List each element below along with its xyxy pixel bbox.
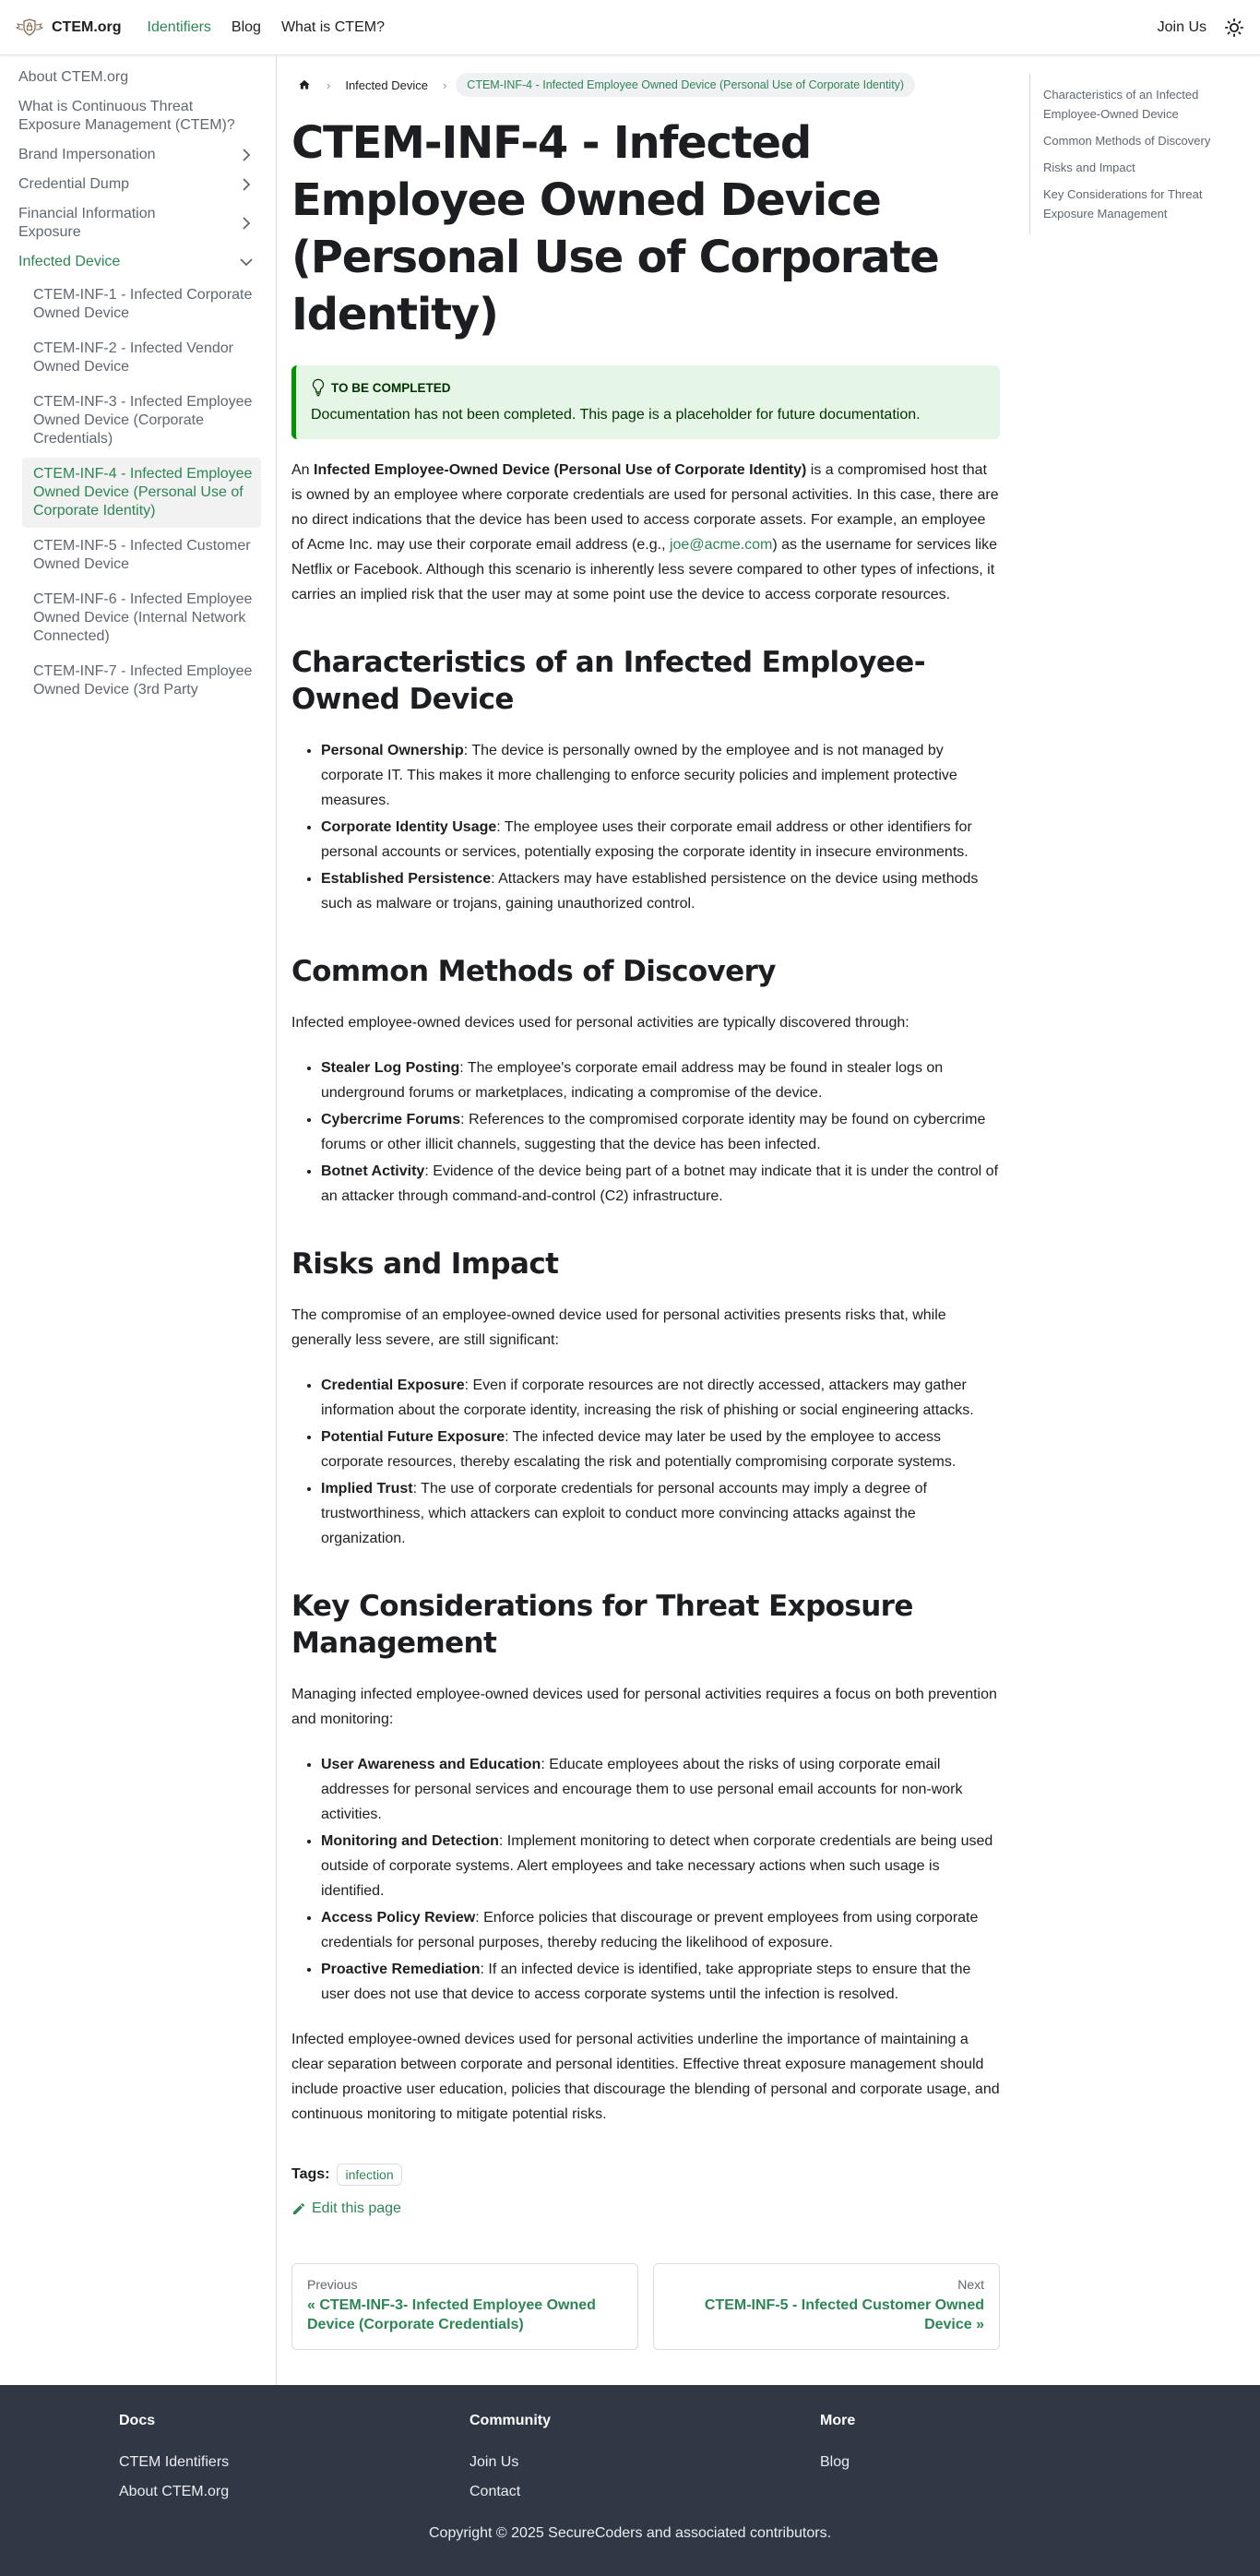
admonition-title: TO BE COMPLETED bbox=[331, 380, 451, 395]
sidebar-item-label: What is Continuous Threat Exposure Management (CTEM)? bbox=[18, 99, 235, 133]
edit-page-link[interactable] bbox=[291, 2200, 1000, 2217]
sidebar-item-ctem-inf-1[interactable]: CTEM-INF-1 - Infected Corporate Owned Device bbox=[33, 287, 253, 321]
sidebar-item-label: Brand Impersonation bbox=[18, 147, 156, 162]
section-heading-characteristics-of-an-infected: Characteristics of an Infected Employee-Owned Device bbox=[291, 646, 925, 716]
list-item-term: Botnet Activity bbox=[321, 1163, 425, 1179]
list-item bbox=[321, 1425, 1000, 1474]
toc-item-risks[interactable]: Risks and Impact bbox=[1043, 161, 1135, 174]
sidebar-item-what-is-ctem[interactable] bbox=[11, 92, 261, 140]
list-item-text: : Enforce policies that discourage or prevent employees from using corporate credentials for personal purposes, thereby reducing the likelihood of exposure. bbox=[321, 1910, 979, 1950]
toc-item-characteristics[interactable]: Characteristics of an Infected Employee-Owned Device bbox=[1043, 88, 1199, 121]
pager-label: CTEM-INF-5 - Infected Customer Owned Device » bbox=[704, 2297, 984, 2332]
brand-title: CTEM.org bbox=[52, 18, 122, 35]
chevron-right-icon[interactable] bbox=[239, 177, 254, 192]
table-of-contents bbox=[1029, 74, 1243, 234]
list-item-term: Cybercrime Forums bbox=[321, 1112, 461, 1127]
sidebar bbox=[0, 55, 277, 2385]
sidebar-item-ctem-inf-3[interactable]: CTEM-INF-3 - Infected Employee Owned Device (Corporate Credentials) bbox=[33, 394, 253, 447]
chevron-right-icon[interactable] bbox=[239, 148, 254, 162]
section-lead: The compromise of an employee-owned device used for personal activities presents risks that, while generally less severe, are still significant: bbox=[291, 1307, 946, 1348]
sidebar-item-brand-impersonation[interactable] bbox=[11, 140, 261, 170]
footer-column-title: Docs bbox=[119, 2413, 156, 2428]
copyright: Copyright © 2025 SecureCoders and associated contributors. bbox=[428, 2525, 832, 2541]
section-heading-common-methods-of-discovery: Common Methods of Discovery bbox=[291, 955, 776, 988]
sidebar-item-ctem-inf-7[interactable]: CTEM-INF-7 - Infected Employee Owned Device (3rd Party bbox=[33, 663, 253, 698]
section-heading-key-considerations-for-threat-: Key Considerations for Threat Exposure Management bbox=[291, 1590, 913, 1660]
section-lead: Infected employee-owned devices used for personal activities are typically discovered through: bbox=[291, 1015, 909, 1031]
intro-text: An bbox=[291, 462, 315, 478]
section-lead: Managing infected employee-owned devices used for personal activities requires a focus on both prevention and monitoring: bbox=[291, 1687, 997, 1727]
sidebar-item-ctem-inf-5[interactable]: CTEM-INF-5 - Infected Customer Owned Device bbox=[33, 538, 251, 572]
sidebar-item-ctem-inf-6[interactable]: CTEM-INF-6 - Infected Employee Owned Device (Internal Network Connected) bbox=[33, 591, 253, 644]
list-item-text: : Evidence of the device being part of a botnet may indicate that it is under the control of an attacker through command-and-control (C2) infrastructure. bbox=[321, 1163, 999, 1204]
doc-pagination bbox=[291, 2263, 1000, 2350]
brand-link[interactable] bbox=[15, 18, 122, 38]
admonition-tip bbox=[291, 365, 1000, 439]
tags-row bbox=[291, 2164, 1000, 2186]
list-item-text: : The employee's corporate email address may be found in stealer logs on underground forums or marketplaces, indicating a compromise of the device. bbox=[321, 1060, 944, 1101]
intro-paragraph bbox=[291, 458, 1000, 607]
breadcrumb-separator-icon: › bbox=[327, 78, 331, 92]
sidebar-item-label: Infected Device bbox=[18, 254, 121, 269]
list-item-term: User Awareness and Education bbox=[321, 1757, 541, 1772]
breadcrumb-infected-device[interactable]: Infected Device bbox=[345, 78, 428, 92]
pager-sublabel: Previous bbox=[307, 2277, 358, 2292]
footer-column-title: Community bbox=[470, 2413, 551, 2428]
shield-lock-logo-icon bbox=[15, 18, 44, 38]
breadcrumb-current: CTEM-INF-4 - Infected Employee Owned Device (Personal Use of Corporate Identity) bbox=[456, 73, 915, 97]
list-item bbox=[321, 1107, 1000, 1157]
section-heading-risks-and-impact: Risks and Impact bbox=[291, 1247, 559, 1281]
breadcrumb bbox=[291, 68, 1000, 101]
list-item-term: Credential Exposure bbox=[321, 1377, 465, 1393]
list-item-term: Potential Future Exposure bbox=[321, 1429, 505, 1445]
list-item bbox=[321, 1476, 1000, 1551]
tag-infection[interactable]: infection bbox=[337, 2164, 401, 2186]
chevron-right-icon[interactable] bbox=[239, 216, 254, 231]
list-item-text: : The infected device may later be used by the employee to access corporate resources, thereby escalating the risk and potentially compromising corporate systems. bbox=[321, 1429, 957, 1470]
nav-link-blog[interactable]: Blog bbox=[231, 18, 261, 35]
list-item bbox=[321, 1373, 1000, 1423]
list-item bbox=[321, 1159, 1000, 1209]
bullet-list bbox=[291, 1752, 1000, 2007]
footer-link-join-us[interactable]: Join Us bbox=[470, 2454, 519, 2470]
sidebar-item-label: Financial Information Exposure bbox=[18, 206, 156, 240]
sidebar-item-label: Credential Dump bbox=[18, 176, 130, 192]
list-item-text: : If an infected device is identified, take appropriate steps to ensure that the user does not use that device to access corporate systems until the infection is resolved. bbox=[321, 1962, 971, 2002]
list-item-term: Corporate Identity Usage bbox=[321, 819, 497, 835]
list-item bbox=[321, 866, 1000, 916]
footer-column-community bbox=[470, 2413, 551, 2510]
footer-column-docs bbox=[119, 2413, 229, 2510]
list-item-text: : Implement monitoring to detect when corporate credentials are being used outside of corporate systems. Alert employees and take necessary actions when such usage is identified. bbox=[321, 1833, 993, 1899]
previous-page-button[interactable] bbox=[291, 2263, 638, 2350]
list-item bbox=[321, 1752, 1000, 1827]
chevron-down-icon[interactable] bbox=[239, 255, 254, 269]
theme-toggle-button[interactable] bbox=[1223, 17, 1245, 39]
navbar bbox=[0, 0, 1260, 55]
sections-container bbox=[291, 644, 1000, 2007]
lightbulb-icon bbox=[311, 378, 326, 397]
footer-column-title: More bbox=[820, 2413, 856, 2428]
nav-link-join-us[interactable]: Join Us bbox=[1157, 18, 1207, 35]
sidebar-item-about[interactable] bbox=[11, 63, 261, 92]
footer-link-contact[interactable]: Contact bbox=[470, 2484, 521, 2499]
list-item-term: Stealer Log Posting bbox=[321, 1060, 460, 1076]
list-item-text: : The use of corporate credentials for personal accounts may imply a degree of trustworthiness, which attackers can exploit to conduct more convincing attacks against the organization. bbox=[321, 1481, 927, 1546]
pager-label: « CTEM-INF-3- Infected Employee Owned Device (Corporate Credentials) bbox=[307, 2297, 596, 2332]
footer-link-blog[interactable]: Blog bbox=[820, 2454, 850, 2470]
breadcrumb-separator-icon: › bbox=[442, 78, 447, 92]
sidebar-item-credential-dump[interactable] bbox=[11, 170, 261, 199]
nav-link-what-is-ctem[interactable]: What is CTEM? bbox=[280, 18, 385, 35]
list-item bbox=[321, 1055, 1000, 1105]
home-icon bbox=[298, 78, 311, 91]
breadcrumb-home[interactable] bbox=[291, 72, 317, 98]
list-item-text: : Even if corporate resources are not directly accessed, attackers may gather information about the corporate identity, increasing the risk of phishing or social engineering attacks. bbox=[321, 1377, 974, 1418]
bullet-list bbox=[291, 1373, 1000, 1551]
list-item bbox=[321, 1905, 1000, 1955]
list-item-term: Access Policy Review bbox=[321, 1910, 476, 1926]
intro-text: is a compromised host that is owned by an employee where corporate credentials are used for personal activities. In this case, there are no direct indications that the device has been used to access corporate assets. For example, an employee of Acme Inc. may use their corporate email address (e.g., bbox=[291, 462, 999, 553]
list-item-text: : The employee uses their corporate email address or other identifiers for personal accounts or services, potentially exposing the corporate identity in insecure environments. bbox=[321, 819, 972, 860]
list-item-term: Personal Ownership bbox=[321, 743, 464, 758]
admonition-body: Documentation has not been completed. This page is a placeholder for future documentation. bbox=[311, 407, 921, 423]
list-item-term: Implied Trust bbox=[321, 1481, 413, 1497]
list-item bbox=[321, 1829, 1000, 1903]
edit-page-label: Edit this page bbox=[312, 2200, 401, 2216]
list-item-text: : Educate employees about the risks of using corporate email addresses for personal services and encourage them to use personal email accounts for non-work activities. bbox=[321, 1757, 963, 1822]
footer-link-about[interactable]: About CTEM.org bbox=[119, 2484, 230, 2499]
nav-link-identifiers[interactable]: Identifiers bbox=[147, 18, 211, 35]
footer-link-ctem-identifiers[interactable]: CTEM Identifiers bbox=[119, 2454, 230, 2470]
sun-icon bbox=[1224, 18, 1244, 38]
footer-column-more bbox=[820, 2413, 855, 2481]
list-item bbox=[321, 738, 1000, 813]
footer bbox=[0, 2385, 1260, 2576]
conclusion-paragraph: Infected employee-owned devices used for personal activities underline the importance of maintaining a clear separation between corporate and personal identities. Effective threat exposure management should include proactive user education, policies that discourage the blending of personal and corporate usage, and continuous monitoring to mitigate potential risks. bbox=[291, 2032, 1000, 2122]
next-page-button[interactable] bbox=[653, 2263, 1000, 2350]
sidebar-item-infected-device[interactable] bbox=[11, 247, 261, 277]
sidebar-item-financial-information-exposure[interactable] bbox=[11, 199, 261, 247]
intro-bold-term: Infected Employee-Owned Device (Personal Use of Corporate Identity) bbox=[314, 462, 807, 478]
list-item-term: Monitoring and Detection bbox=[321, 1833, 499, 1849]
list-item bbox=[321, 1957, 1000, 2007]
sidebar-item-label: About CTEM.org bbox=[18, 69, 129, 85]
toc-item-key-considerations[interactable]: Key Considerations for Threat Exposure Management bbox=[1043, 187, 1203, 221]
email-link[interactable]: joe@acme.com bbox=[669, 537, 773, 553]
list-item-text: : The device is personally owned by the employee and is not managed by corporate IT. This makes it more challenging to enforce security policies and implement protective measures. bbox=[321, 743, 957, 808]
pager-sublabel: Next bbox=[957, 2277, 984, 2292]
sidebar-item-ctem-inf-2[interactable]: CTEM-INF-2 - Infected Vendor Owned Device bbox=[33, 340, 233, 375]
bullet-list bbox=[291, 1055, 1000, 1209]
list-item-text: : References to the compromised corporate identity may be found on cybercrime forums or other illicit channels, suggesting that the device has been infected. bbox=[321, 1112, 986, 1152]
main-content bbox=[291, 55, 1000, 2350]
admonition-header bbox=[311, 378, 985, 397]
toc-item-discovery[interactable]: Common Methods of Discovery bbox=[1043, 134, 1211, 148]
list-item bbox=[321, 815, 1000, 865]
page-title: CTEM-INF-4 - Infected Employee Owned Device (Personal Use of Corporate Identity) bbox=[291, 117, 939, 340]
tags-label: Tags: bbox=[291, 2166, 330, 2182]
intro-text: ) as the username for services like Netflix or Facebook. Although this scenario is inherently less severe compared to other types of infections, it carries an implied risk that the user may at some point use the device to access corporate resources. bbox=[291, 537, 998, 602]
list-item-term: Established Persistence bbox=[321, 871, 492, 887]
list-item-text: : Attackers may have established persistence on the device using methods such as malware or trojans, gaining unauthorized control. bbox=[321, 871, 979, 912]
list-item-term: Proactive Remediation bbox=[321, 1962, 481, 1977]
sidebar-item-ctem-inf-4[interactable]: CTEM-INF-4 - Infected Employee Owned Device (Personal Use of Corporate Identity) bbox=[22, 458, 261, 528]
bullet-list bbox=[291, 738, 1000, 916]
sidebar-sublist-infected-device bbox=[11, 279, 261, 707]
pencil-icon bbox=[291, 2201, 306, 2216]
